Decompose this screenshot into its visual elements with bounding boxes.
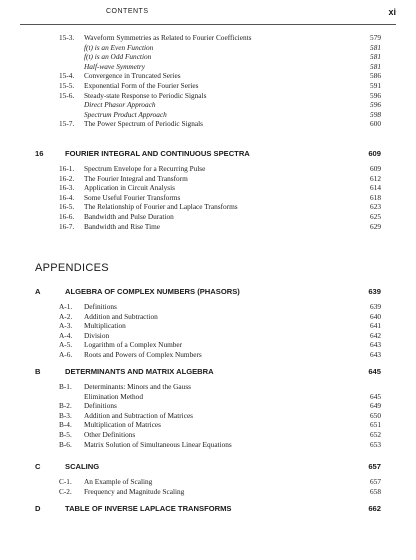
section-title: Division — [84, 330, 110, 340]
chapter-title: TABLE OF INVERSE LAPLACE TRANSFORMS — [65, 504, 232, 513]
toc-entry — [59, 321, 381, 331]
section-number: 16-4. — [59, 192, 75, 202]
section-number: 15-7. — [59, 119, 75, 129]
section-page: 651 — [370, 420, 381, 430]
section-page: 614 — [370, 183, 381, 193]
toc-entry — [59, 401, 381, 411]
section-title: Frequency and Magnitude Scaling — [84, 486, 185, 496]
toc-entry — [59, 350, 381, 360]
section-title: Logarithm of a Complex Number — [84, 340, 183, 350]
toc-entry — [59, 411, 381, 421]
section-number: B-1. — [59, 382, 72, 391]
section-title: f(t) is an Even Function — [84, 42, 154, 52]
section-page: 657 — [370, 477, 381, 486]
section-title: Exponential Form of the Fourier Series — [84, 81, 199, 90]
chapter-page: 645 — [368, 367, 381, 376]
section-page: 596 — [370, 100, 381, 110]
section-number: B-2. — [59, 401, 72, 411]
section-page: 586 — [370, 71, 381, 81]
chapter-title: DETERMINANTS AND MATRIX ALGEBRA — [65, 367, 214, 376]
section-title: Addition and Subtraction of Matrices — [84, 410, 194, 420]
section-number: C-2. — [59, 486, 72, 496]
section-page: 643 — [370, 350, 381, 359]
section-title: Steady-state Response to Periodic Signals — [84, 90, 207, 100]
section-title: Bandwidth and Rise Time — [84, 221, 161, 231]
section-page: 625 — [370, 212, 381, 221]
section-number: 15-4. — [59, 71, 75, 81]
chapter-page: 657 — [368, 462, 381, 471]
section-title: Determinants: Minors and the Gauss — [84, 382, 192, 391]
section-page: 645 — [370, 391, 381, 401]
toc-subentry — [59, 43, 381, 53]
toc-entry — [59, 91, 381, 101]
section-title: Roots and Powers of Complex Numbers — [84, 350, 202, 359]
section-number: B-6. — [59, 439, 72, 449]
toc-entry — [59, 222, 381, 232]
section-number: A-4. — [59, 330, 73, 340]
toc-subentry — [59, 52, 381, 62]
section-title: An Example of Scaling — [84, 477, 153, 486]
toc-entry — [59, 81, 381, 91]
chapter-number: A — [35, 287, 41, 296]
section-number: 16-7. — [59, 221, 75, 231]
section-title: Convergence in Truncated Series — [84, 71, 181, 81]
section-page: 581 — [370, 42, 381, 52]
section-title: Application in Circuit Analysis — [84, 183, 176, 193]
toc-entry — [59, 477, 381, 487]
section-page: 629 — [370, 221, 381, 231]
section-number: 16-6. — [59, 212, 75, 221]
toc-entry — [59, 312, 381, 322]
section-title: Multiplication of Matrices — [84, 420, 162, 430]
section-page: 658 — [370, 486, 381, 496]
section-number: 16-2. — [59, 173, 75, 183]
toc-chapter — [35, 461, 381, 473]
section-page: 618 — [370, 192, 381, 202]
section-number: 16-3. — [59, 183, 75, 193]
toc-entry — [59, 164, 381, 174]
toc-chapter — [35, 148, 381, 160]
toc-entry — [59, 212, 381, 222]
toc-subentry — [59, 100, 381, 110]
section-page: 579 — [370, 33, 381, 42]
toc-chapter — [35, 366, 381, 378]
section-page: 642 — [370, 330, 381, 340]
toc-entry — [59, 430, 381, 440]
section-title: Other Definitions — [84, 430, 136, 439]
section-title: Some Useful Fourier Transforms — [84, 192, 181, 202]
section-title: Matrix Solution of Simultaneous Linear Equations — [84, 439, 232, 449]
section-page: 581 — [370, 52, 381, 62]
section-title: Half-wave Symmetry — [84, 61, 145, 71]
section-number: 15-5. — [59, 81, 75, 90]
section-title: Bandwidth and Pulse Duration — [84, 212, 174, 221]
section-page: 641 — [370, 321, 381, 331]
section-number: 15-6. — [59, 90, 75, 100]
section-title: Spectrum Product Approach — [84, 109, 167, 119]
toc-entry — [59, 33, 381, 43]
toc-entry — [59, 193, 381, 203]
toc-chapter — [35, 286, 381, 298]
section-page: 649 — [370, 401, 381, 411]
chapter-title: ALGEBRA OF COMPLEX NUMBERS (PHASORS) — [65, 287, 240, 296]
toc-entry — [59, 340, 381, 350]
chapter-page: 639 — [368, 287, 381, 296]
toc-subentry — [59, 110, 381, 120]
chapter-number: C — [35, 462, 41, 471]
section-page: 653 — [370, 439, 381, 449]
section-page: 643 — [370, 340, 381, 350]
section-number: A-2. — [59, 311, 73, 321]
section-number: B-4. — [59, 420, 72, 430]
section-title: The Fourier Integral and Transform — [84, 173, 188, 183]
section-page: 581 — [370, 61, 381, 71]
chapter-page: 609 — [368, 149, 381, 158]
section-title: f(t) is an Odd Function — [84, 52, 152, 62]
toc-chapter — [35, 503, 381, 515]
section-title: The Relationship of Fourier and Laplace Transforms — [84, 202, 238, 212]
section-page: 596 — [370, 90, 381, 100]
section-page: 640 — [370, 311, 381, 321]
section-title: Addition and Subtraction — [84, 311, 158, 321]
section-number: 16-5. — [59, 202, 75, 212]
toc-entry — [59, 71, 381, 81]
section-page: 650 — [370, 410, 381, 420]
section-title: Definitions — [84, 401, 117, 411]
chapter-page: 662 — [368, 504, 381, 513]
section-number: B-5. — [59, 430, 72, 439]
section-page: 639 — [370, 302, 381, 311]
section-title: Spectrum Envelope for a Recurring Pulse — [84, 164, 206, 173]
section-title: Elimination Method — [84, 391, 143, 401]
section-title: Definitions — [84, 302, 117, 311]
section-title: Multiplication — [84, 321, 126, 331]
chapter-number: 16 — [35, 149, 44, 158]
chapter-number: D — [35, 504, 41, 513]
section-page: 591 — [370, 81, 381, 90]
section-number: B-3. — [59, 410, 72, 420]
section-number: A-6. — [59, 350, 73, 359]
section-page: 600 — [370, 119, 381, 129]
appendices-heading: APPENDICES — [35, 262, 109, 274]
toc-entry — [59, 440, 381, 450]
toc-entry — [59, 420, 381, 430]
section-page: 612 — [370, 173, 381, 183]
section-page: 652 — [370, 430, 381, 439]
section-title: Waveform Symmetries as Related to Fourier Coefficients — [84, 33, 252, 42]
page-number: xi — [388, 7, 396, 17]
section-page: 623 — [370, 202, 381, 212]
chapter-number: B — [35, 367, 41, 376]
section-number: 16-1. — [59, 164, 75, 173]
chapter-title: SCALING — [65, 462, 100, 471]
section-number: A-5. — [59, 340, 73, 350]
section-number: C-1. — [59, 477, 72, 486]
toc-entry — [59, 487, 381, 497]
chapter-title: FOURIER INTEGRAL AND CONTINUOUS SPECTRA — [65, 149, 250, 158]
section-number: 15-3. — [59, 33, 75, 42]
toc-entry — [59, 174, 381, 184]
toc-entry — [59, 119, 381, 129]
section-title: The Power Spectrum of Periodic Signals — [84, 119, 203, 129]
section-title: Direct Phasor Approach — [84, 100, 156, 110]
section-page: 609 — [370, 164, 381, 173]
toc-entry — [59, 331, 381, 341]
section-number: A-1. — [59, 302, 73, 311]
toc-entry — [59, 392, 381, 402]
running-head — [20, 8, 396, 25]
toc-entry — [59, 382, 381, 392]
section-number: A-3. — [59, 321, 73, 331]
running-head-title: CONTENTS — [106, 8, 149, 15]
toc-subentry — [59, 62, 381, 72]
section-page: 598 — [370, 109, 381, 119]
toc-entry — [59, 302, 381, 312]
toc-entry — [59, 202, 381, 212]
toc-entry — [59, 183, 381, 193]
